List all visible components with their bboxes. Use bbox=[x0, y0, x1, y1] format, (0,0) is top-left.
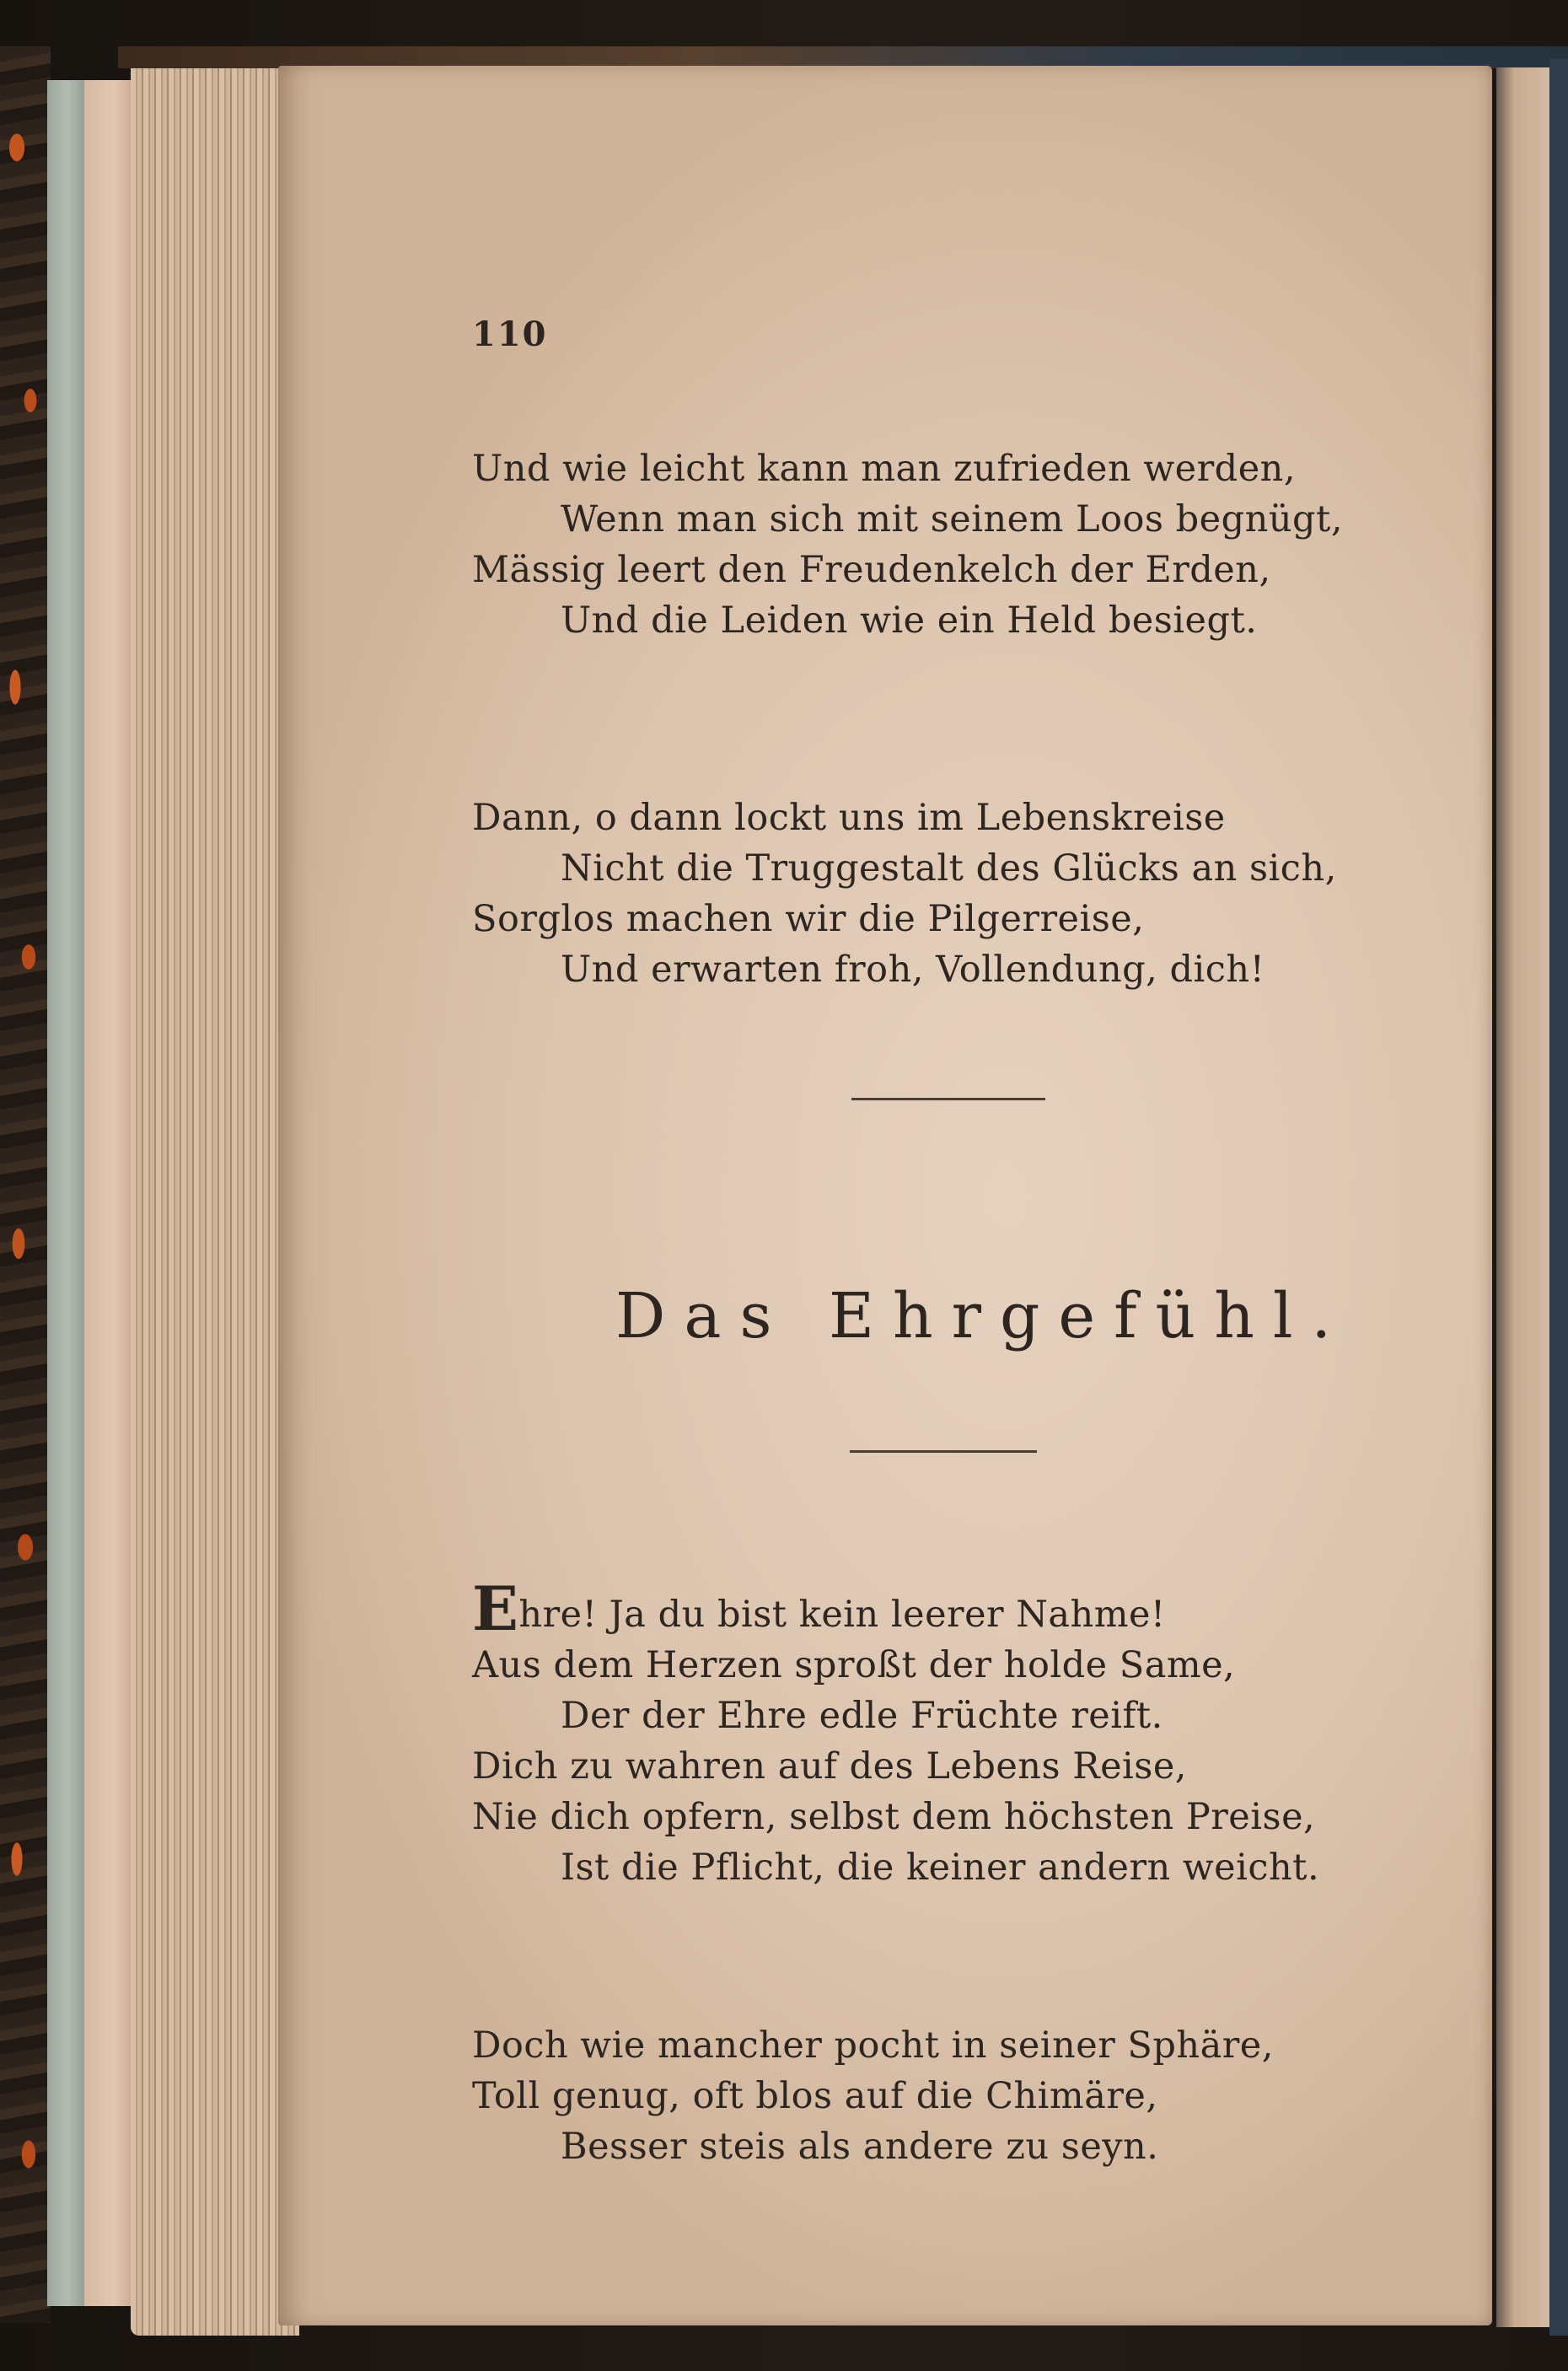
title-divider-rule bbox=[850, 1450, 1037, 1453]
stanza-new-poem-2 bbox=[472, 2020, 1484, 2172]
verse-line: Und erwarten froh, Vollendung, dich! bbox=[561, 949, 1265, 991]
verse-line: Und die Leiden wie ein Held besiegt. bbox=[561, 599, 1258, 642]
poem-title: Das Ehrgefühl. bbox=[615, 1280, 1351, 1352]
verse-line: Nie dich opfern, selbst dem höchsten Preise, bbox=[472, 1796, 1316, 1838]
verse-line: Dann, o dann lockt uns im Lebenskreise bbox=[472, 797, 1226, 839]
verse-line-first bbox=[472, 1573, 1484, 1644]
flyleaf-strip bbox=[84, 80, 135, 2306]
section-divider-rule bbox=[851, 1098, 1045, 1100]
verse-line: Toll genug, oft blos auf die Chimäre, bbox=[472, 2075, 1158, 2117]
verse-line: Sorglos machen wir die Pilgerreise, bbox=[472, 898, 1145, 940]
verse-line-first-rest: hre! Ja du bist kein leerer Nahme! bbox=[518, 1594, 1166, 1636]
verse-line: Der der Ehre edle Früchte reift. bbox=[561, 1695, 1163, 1737]
book-page bbox=[278, 66, 1492, 2325]
stanza-previous-poem-2 bbox=[472, 793, 1484, 995]
stanza-previous-poem-1 bbox=[472, 444, 1484, 646]
verse-line: Wenn man sich mit seinem Loos begnügt, bbox=[561, 498, 1343, 540]
verse-line: Dich zu wahren auf des Lebens Reise, bbox=[472, 1745, 1187, 1788]
verse-line: Nicht die Truggestalt des Glücks an sich, bbox=[561, 847, 1337, 890]
right-cover-edge bbox=[1549, 59, 1568, 2336]
page-block-edges bbox=[131, 51, 299, 2336]
verse-line: Und wie leicht kann man zufrieden werden, bbox=[472, 448, 1296, 490]
endpaper-strip bbox=[47, 80, 88, 2306]
page-number: 110 bbox=[472, 315, 548, 354]
verse-line: Aus dem Herzen sproßt der holde Same, bbox=[472, 1644, 1236, 1686]
verse-line: Mässig leert den Freudenkelch der Erden, bbox=[472, 549, 1271, 591]
verse-line: Besser steis als andere zu seyn. bbox=[561, 2126, 1159, 2168]
page-text-block bbox=[278, 66, 1492, 2325]
marbled-cover-edge bbox=[0, 46, 51, 2323]
stanza-new-poem-1 bbox=[472, 1573, 1484, 1893]
verse-line: Ist die Pflicht, die keiner andern weicht. bbox=[561, 1847, 1320, 1889]
initial-letter: E bbox=[472, 1573, 519, 1644]
verse-line: Doch wie mancher pocht in seiner Sphäre, bbox=[472, 2024, 1274, 2067]
